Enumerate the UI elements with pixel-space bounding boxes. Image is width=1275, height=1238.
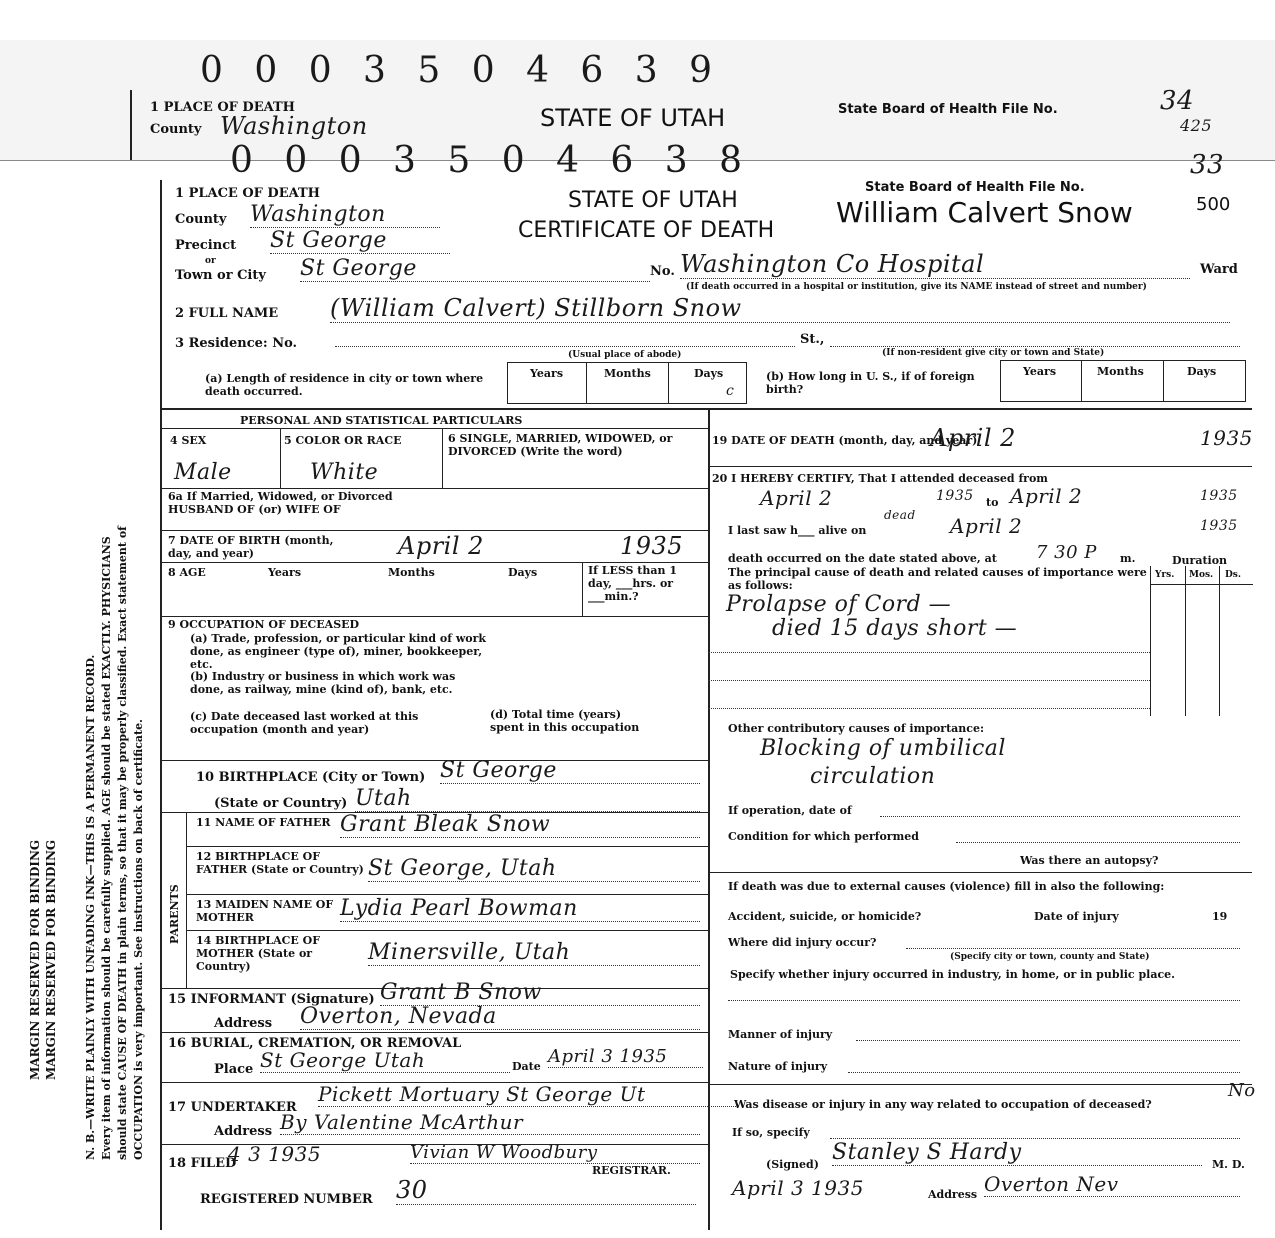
registrar-signature: Vivian W Woodbury [410, 1142, 700, 1164]
signed-label: (Signed) [766, 1158, 819, 1171]
file-number-value: William Calvert Snow [836, 196, 1133, 229]
length-residence-box [507, 362, 747, 404]
residence-line [335, 346, 795, 347]
ward-label: Ward [1200, 262, 1238, 277]
institution-note: (If death occurred in a hospital or institution, give its NAME instead of street and number) [686, 282, 1147, 292]
margin-note-4: OCCUPATION is very important. See instructions on back of certificate. [132, 719, 145, 1160]
physician-address-value: Overton Nev [984, 1172, 1240, 1197]
birthplace-label: 10 BIRTHPLACE (City or Town) [196, 770, 426, 785]
back-serial: 0 0 0 3 5 0 4 6 3 9 [200, 50, 723, 91]
duration-yrs: Yrs. [1155, 570, 1175, 580]
birthplace-value: St George [440, 758, 700, 784]
age-less-label: If LESS than 1 day, ___hrs. or ___min.? [588, 564, 677, 603]
attended-to-label: to [986, 496, 999, 509]
margin-note-2: Every item of information should be carefully supplied. AGE should be stated EXACTLY. PHYSICIANS [100, 536, 113, 1160]
informant-address-value: Overton, Nevada [300, 1004, 700, 1030]
margin-note-1: N. B.—WRITE PLAINLY WITH UNFADING INK—THIS IS A PERMANENT RECORD. [84, 654, 97, 1160]
age-label: 8 AGE [168, 566, 206, 579]
age-days-label: Days [508, 566, 538, 579]
back-border [130, 90, 132, 160]
physician-address-label: Address [928, 1188, 978, 1201]
duration-ds: Ds. [1225, 570, 1242, 580]
back-file-label: State Board of Health File No. [838, 102, 1058, 117]
county-label: County [175, 212, 227, 227]
serial-number: 0 0 0 3 5 0 4 6 3 8 [230, 140, 753, 181]
length-residence-label: (a) Length of residence in city or town where death occurred. [205, 372, 484, 398]
file-number-suffix: 500 [1196, 194, 1231, 215]
time-suffix: m. [1120, 552, 1136, 565]
town-value: St George [300, 256, 650, 282]
informant-label: 15 INFORMANT (Signature) [168, 992, 375, 1007]
injury-where-label: Where did injury occur? [728, 936, 877, 949]
filed-label: 18 FILED [168, 1156, 237, 1171]
injury-year: 19 [1212, 910, 1228, 923]
margin-binding-2: MARGIN RESERVED FOR BINDING [44, 839, 58, 1080]
corner-mark: 33 [1190, 150, 1225, 180]
residence-months-label: Months [604, 367, 651, 380]
last-saw-value: April 2 [950, 514, 1023, 538]
duration-label: Duration [1172, 554, 1228, 567]
undertaker-value: Pickett Mortuary St George Ut [318, 1082, 738, 1107]
sex-value: Male [174, 460, 232, 485]
contributory-line-1: Blocking of umbilical [760, 736, 1006, 761]
birthplace-state-value: Utah [355, 786, 700, 812]
contributory-line-2: circulation [810, 764, 936, 789]
divider-top [162, 408, 1252, 410]
residence-days-label: Days [694, 367, 724, 380]
duration-columns [1150, 566, 1253, 716]
age-months-label: Months [388, 566, 435, 579]
registered-number-label: REGISTERED NUMBER [200, 1192, 373, 1207]
occupation-d: (d) Total time (years) spent in this occupation [490, 708, 640, 734]
county-value: Washington [250, 202, 440, 228]
occupation-a: (a) Trade, profession, or particular kind of work done, as engineer (type of), miner, bookkeeper, etc. [190, 632, 487, 671]
manner-label: Manner of injury [728, 1028, 833, 1041]
foreign-birth-box [1000, 360, 1246, 402]
cause-line-2: died 15 days short — [772, 616, 1018, 641]
physician-signature: Stanley S Hardy [832, 1140, 1202, 1166]
institution-no-label: No. [650, 264, 675, 279]
father-birthplace-value: St George, Utah [368, 856, 700, 882]
father-birthplace-label: 12 BIRTHPLACE OF FATHER (State or Country) [196, 850, 364, 876]
if-so-label: If so, specify [732, 1126, 810, 1139]
autopsy-label: Was there an autopsy? [1020, 854, 1159, 867]
residence-st-line [830, 346, 1240, 347]
certify-label: 20 I HEREBY CERTIFY, That I attended deceased from [712, 472, 1048, 485]
color-label: 5 COLOR OR RACE [284, 434, 402, 447]
registered-number-value: 30 [396, 1176, 696, 1205]
occupation-related-value: No [1228, 1080, 1256, 1101]
registrar-label: REGISTRAR. [592, 1164, 671, 1177]
accident-label: Accident, suicide, or homicide? [728, 910, 922, 923]
undertaker-address-value: By Valentine McArthur [280, 1110, 700, 1135]
burial-place-label: Place [214, 1062, 254, 1077]
nature-label: Nature of injury [728, 1060, 828, 1073]
spouse-label: 6a If Married, Widowed, or Divorced HUSBAND OF (or) WIFE OF [168, 490, 393, 516]
external-causes-label: If death was due to external causes (violence) fill in also the following: [728, 880, 1165, 893]
attended-from-value: April 2 [760, 486, 833, 510]
personal-header: PERSONAL AND STATISTICAL PARTICULARS [240, 414, 523, 427]
mother-birthplace-value: Minersville, Utah [368, 940, 700, 966]
color-value: White [310, 460, 379, 485]
father-label: 11 NAME OF FATHER [196, 816, 331, 829]
dob-value: April 2 [398, 532, 484, 560]
contributory-label: Other contributory causes of importance: [728, 722, 985, 735]
dob-year: 1935 [620, 532, 684, 560]
last-saw-year: 1935 [1200, 518, 1238, 534]
precinct-value: St George [270, 228, 450, 254]
attended-to-value: April 2 [1010, 484, 1083, 508]
full-name-value: (William Calvert) Stillborn Snow [330, 294, 1230, 323]
condition-label: Condition for which performed [728, 830, 919, 843]
abode-note: (Usual place of abode) [568, 350, 682, 360]
mother-value: Lydia Pearl Bowman [340, 896, 700, 922]
injury-date-label: Date of injury [1034, 910, 1119, 923]
md-label: M. D. [1212, 1158, 1245, 1171]
signed-date: April 3 1935 [732, 1176, 864, 1200]
margin-note-3: should state CAUSE OF DEATH in plain terms, so that it may be properly classified. Exact statement of [116, 526, 129, 1160]
left-border [160, 180, 162, 1230]
duration-mos: Mos. [1189, 570, 1214, 580]
nonresident-note: (If non-resident give city or town and State) [882, 348, 1105, 358]
attended-from-year: 1935 [936, 488, 974, 504]
time-value: 7 30 P [1036, 542, 1097, 563]
occupation-c: (c) Date deceased last worked at this occupation (month and year) [190, 710, 419, 736]
dob-label: 7 DATE OF BIRTH (month, day, and year) [168, 534, 334, 560]
mother-label: 13 MAIDEN NAME OF MOTHER [196, 898, 334, 924]
marital-label: 6 SINGLE, MARRIED, WIDOWED, or DIVORCED (Write the word) [448, 432, 673, 458]
foreign-days-label: Days [1187, 365, 1217, 378]
back-file-value2: 425 [1180, 116, 1213, 135]
informant-value: Grant B Snow [380, 980, 700, 1006]
burial-label: 16 BURIAL, CREMATION, OR REMOVAL [168, 1036, 462, 1051]
undertaker-address-label: Address [214, 1124, 273, 1139]
full-name-label: 2 FULL NAME [175, 306, 279, 321]
institution-value: Washington Co Hospital [680, 250, 1190, 279]
filed-value: 4 3 1935 [228, 1142, 322, 1166]
file-number-label: State Board of Health File No. [865, 180, 1085, 195]
cause-line-1: Prolapse of Cord — [726, 592, 952, 617]
time-occurred-label: death occurred on the date stated above, at [728, 552, 997, 565]
dod-year: 1935 [1200, 426, 1253, 450]
place-of-death-label: 1 PLACE OF DEATH [175, 186, 320, 201]
principal-cause-label: The principal cause of death and related causes of importance were as follows: [728, 566, 1147, 592]
burial-date-label: Date [512, 1060, 541, 1073]
back-file-value: 34 [1160, 86, 1195, 116]
injury-specify-label: Specify whether injury occurred in industry, in home, or in public place. [730, 968, 1175, 981]
operation-label: If operation, date of [728, 804, 852, 817]
undertaker-label: 17 UNDERTAKER [168, 1100, 297, 1115]
foreign-months-label: Months [1097, 365, 1144, 378]
birthplace-state-label: (State or Country) [214, 796, 348, 811]
back-place-label: 1 PLACE OF DEATH [150, 100, 295, 115]
town-label: Town or City [175, 268, 266, 283]
dod-label: 19 DATE OF DEATH (month, day, and year) [712, 434, 978, 447]
residence-years-label: Years [530, 367, 564, 380]
or-label: or [205, 256, 216, 266]
attended-to-year: 1935 [1200, 488, 1238, 504]
informant-address-label: Address [214, 1016, 273, 1031]
occupation-related-label: Was disease or injury in any way related to occupation of deceased? [734, 1098, 1152, 1111]
occupation-label: 9 OCCUPATION OF DECEASED [168, 618, 360, 631]
back-state-title: STATE OF UTAH [540, 104, 726, 132]
back-county-value: Washington [220, 112, 368, 140]
precinct-label: Precinct [175, 238, 237, 253]
residence-st-label: St., [800, 332, 825, 347]
foreign-years-label: Years [1023, 365, 1057, 378]
dod-value: April 2 [930, 424, 1016, 452]
occupation-b: (b) Industry or business in which work was done, as railway, mine (kind of), bank, etc. [190, 670, 456, 696]
margin-binding-1: MARGIN RESERVED FOR BINDING [28, 839, 42, 1080]
residence-days-value: c [726, 383, 735, 399]
burial-place-value: St George Utah [260, 1048, 510, 1073]
father-value: Grant Bleak Snow [340, 812, 700, 838]
residence-label: 3 Residence: No. [175, 336, 298, 351]
sex-label: 4 SEX [170, 434, 207, 447]
certificate-title: CERTIFICATE OF DEATH [518, 218, 775, 243]
last-saw-note: dead [884, 508, 916, 522]
foreign-birth-label: (b) How long in U. S., if of foreign birth? [766, 370, 975, 396]
mother-birthplace-label: 14 BIRTHPLACE OF MOTHER (State or Country) [196, 934, 321, 973]
last-saw-label: I last saw h___ alive on [728, 524, 867, 537]
state-title: STATE OF UTAH [568, 188, 738, 213]
age-years-label: Years [268, 566, 302, 579]
burial-date-value: April 3 1935 [548, 1046, 703, 1068]
back-county-label: County [150, 122, 202, 137]
parents-label: PARENTS [168, 884, 181, 944]
injury-where-note: (Specify city or town, county and State) [950, 952, 1150, 962]
